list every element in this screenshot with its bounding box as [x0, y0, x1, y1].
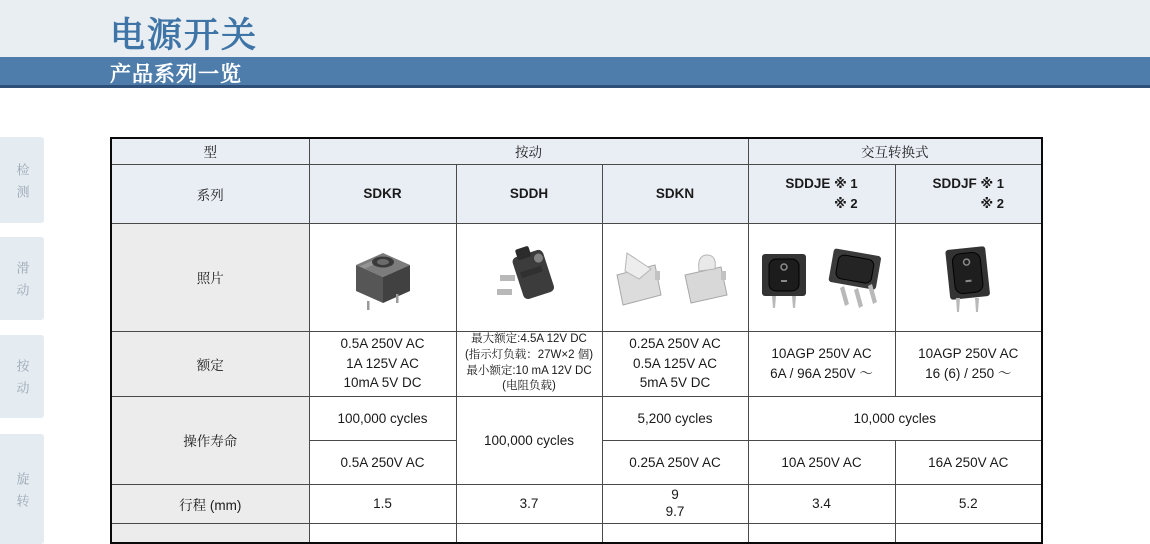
- sidebar-item-label: 检测: [14, 162, 30, 207]
- rating-sdkn: 0.25A 250V AC 0.5A 125V AC 5mA 5V DC: [602, 331, 748, 396]
- section-title: 产品系列一览: [110, 63, 242, 86]
- sdkn-product-photo: [607, 241, 743, 313]
- row-label-life: 操作寿命: [111, 396, 309, 484]
- page-header: [0, 0, 1150, 57]
- series-sddje: [748, 164, 895, 223]
- series-sddjf: [895, 164, 1042, 223]
- sidebar-item-slide[interactable]: [0, 237, 44, 320]
- row-label-rating: 额定: [111, 331, 309, 396]
- sddh-product-photo: [484, 239, 574, 315]
- footnote-ref-1: ※ 1: [834, 175, 858, 191]
- rating-sddjf: 10AGP 250V AC 16 (6) / 250 ～: [895, 331, 1042, 396]
- sddjf-product-photo: [923, 238, 1013, 316]
- series-name: SDDJF: [932, 175, 977, 191]
- section-banner: [0, 57, 1150, 88]
- travel-sddh: 3.7: [456, 484, 602, 523]
- life-cycles-sddh: 100,000 cycles: [456, 396, 602, 484]
- row-label-travel: 行程 (mm): [111, 484, 309, 523]
- series-sdkr: SDKR: [309, 164, 456, 223]
- life-load-sdkn: 0.25A 250V AC: [602, 440, 748, 484]
- travel-sddje: 3.4: [748, 484, 895, 523]
- life-cycles-sdkn: 5,200 cycles: [602, 396, 748, 440]
- page-title: 电源开关: [110, 16, 259, 55]
- footnote-ref-2: ※ 2: [834, 195, 858, 211]
- travel-sdkn: 9 9.7: [602, 484, 748, 523]
- series-name: SDDJE: [785, 175, 831, 191]
- photo-cell-sddje: [748, 223, 895, 331]
- group-header-push: 按动: [309, 138, 748, 164]
- travel-sdkr: 1.5: [309, 484, 456, 523]
- life-load-sddjf: 16A 250V AC: [895, 440, 1042, 484]
- life-load-sdkr: 0.5A 250V AC: [309, 440, 456, 484]
- series-sddh: SDDH: [456, 164, 602, 223]
- travel-sddjf: 5.2: [895, 484, 1042, 523]
- sidebar-item-detect[interactable]: [0, 137, 44, 223]
- row-label-photo: 照片: [111, 223, 309, 331]
- sdkr-product-photo: [338, 241, 428, 313]
- sidebar-item-label: 按动: [14, 359, 30, 403]
- sidebar-item-label: 旋转: [14, 471, 30, 516]
- group-header-alternate: 交互转换式: [748, 138, 1042, 164]
- row-label-series: 系列: [111, 164, 309, 223]
- sidebar-item-rotary[interactable]: [0, 434, 44, 544]
- rating-sdkr: 0.5A 250V AC 1A 125V AC 10mA 5V DC: [309, 331, 456, 396]
- photo-cell-sddjf: [895, 223, 1042, 331]
- life-cycles-alternate: 10,000 cycles: [748, 396, 1042, 440]
- rating-sddje: 10AGP 250V AC 6A / 96A 250V ～: [748, 331, 895, 396]
- series-sdkn: SDKN: [602, 164, 748, 223]
- rating-sddh: 最大额定:4.5A 12V DC (指示灯负载：27W×2 個) 最小额定:10 mA 12V DC (电阻负载): [456, 331, 602, 396]
- row-label-cutoff: [111, 523, 309, 543]
- table-corner-type: 型: [111, 138, 309, 164]
- photo-cell-sdkr: [309, 223, 456, 331]
- footnote-ref-1: ※ 1: [980, 175, 1005, 191]
- sidebar-item-label: 滑动: [14, 261, 30, 305]
- product-series-table: [110, 137, 1043, 544]
- life-cycles-sdkr: 100,000 cycles: [309, 396, 456, 440]
- photo-cell-sdkn: [602, 223, 748, 331]
- photo-cell-sddh: [456, 223, 602, 331]
- footnote-ref-2: ※ 2: [980, 195, 1005, 211]
- sddje-product-photo: [754, 238, 890, 316]
- sidebar-item-push[interactable]: [0, 335, 44, 418]
- life-load-sddje: 10A 250V AC: [748, 440, 895, 484]
